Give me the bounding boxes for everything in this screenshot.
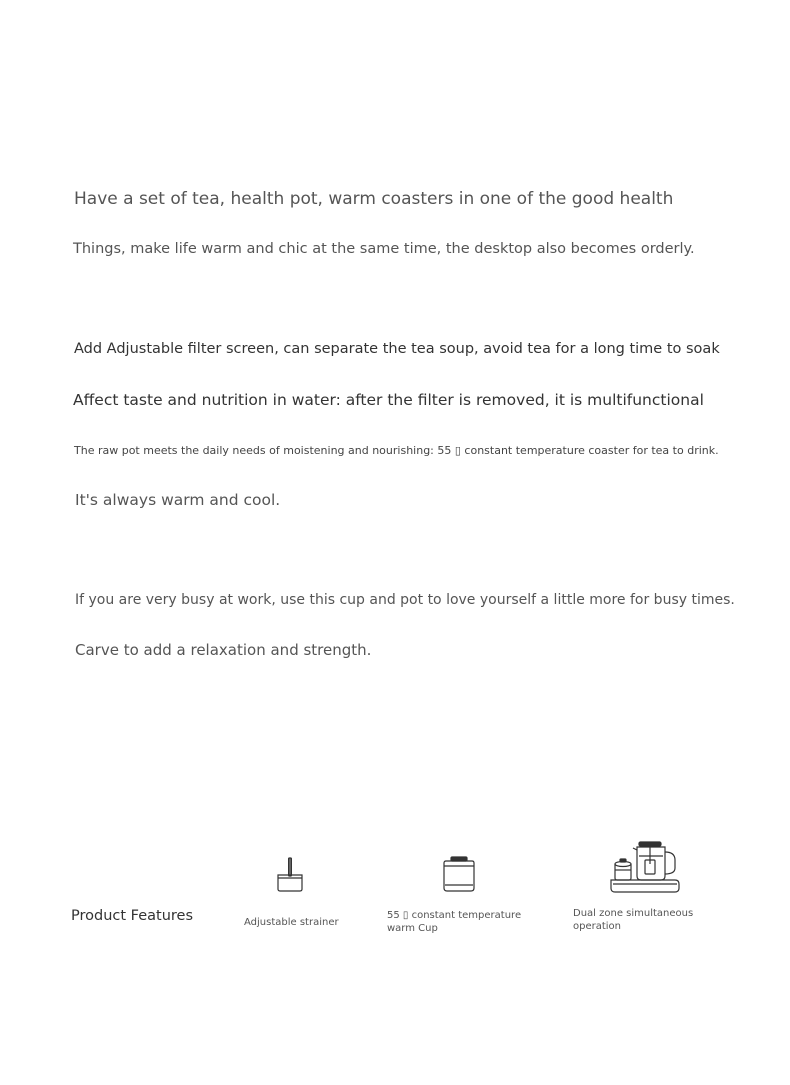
product-features-title: Product Features (71, 908, 194, 924)
feature-adjustable-strainer (244, 856, 354, 930)
intro-line-5: The raw pot meets the daily needs of moistening and nourishing: 55 ▯ constant temperature coaster for tea to drink. (74, 444, 719, 457)
warm-cup-icon (441, 855, 477, 893)
strainer-icon (275, 856, 305, 892)
dual-zone-icon (609, 840, 685, 894)
intro-line-8: Carve to add a relaxation and strength. (75, 641, 372, 659)
feature-warm-cup (387, 855, 527, 935)
feature-caption: 55 ▯ constant temperature warm Cup (387, 910, 522, 934)
feature-dual-zone (573, 840, 703, 933)
intro-line-3: Add Adjustable filter screen, can separate the tea soup, avoid tea for a long time to soak (74, 341, 720, 357)
intro-line-1: Have a set of tea, health pot, warm coasters in one of the good health (74, 189, 674, 209)
intro-line-4: Affect taste and nutrition in water: after the filter is removed, it is multifunctional (73, 391, 704, 409)
feature-caption: Dual zone simultaneous operation (573, 908, 694, 932)
feature-caption: Adjustable strainer (244, 917, 339, 928)
intro-line-2: Things, make life warm and chic at the same time, the desktop also becomes orderly. (73, 241, 695, 257)
intro-line-7: If you are very busy at work, use this cup and pot to love yourself a little more for busy times. (75, 592, 735, 608)
intro-line-6: It's always warm and cool. (75, 491, 281, 509)
